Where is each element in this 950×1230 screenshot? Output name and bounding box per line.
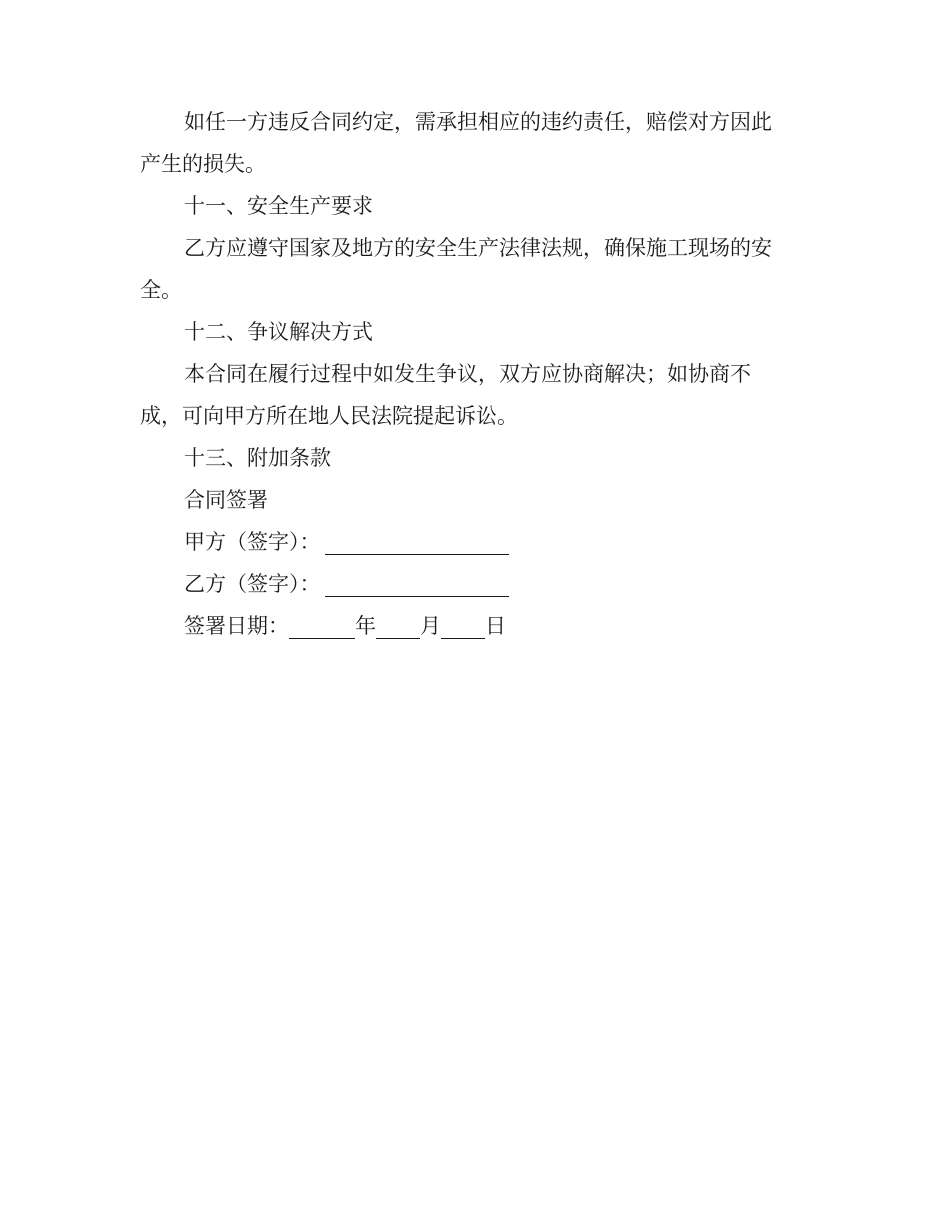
month-blank (376, 612, 420, 639)
day-label: 日 (485, 614, 506, 638)
safety-paragraph-line-1: 乙方应遵守国家及地方的安全生产法律法规，确保施工现场的安 (184, 236, 772, 260)
safety-paragraph-line-2: 全。 (140, 278, 182, 302)
year-label: 年 (355, 614, 376, 638)
party-a-label: 甲方（签字）： (184, 530, 321, 554)
day-blank (441, 612, 485, 639)
signing-date-line (140, 605, 800, 647)
breach-paragraph-line-1: 如任一方违反合同约定，需承担相应的违约责任，赔偿对方因此 (184, 110, 772, 134)
date-label: 签署日期： (184, 614, 289, 638)
dispute-paragraph-line-1: 本合同在履行过程中如发生争议，双方应协商解决；如协商不 (184, 362, 751, 386)
year-blank (289, 612, 355, 639)
party-a-signature-line (140, 521, 800, 563)
signing-title: 合同签署 (184, 488, 268, 512)
section-heading-safety: 十一、安全生产要求 (184, 194, 373, 218)
breach-paragraph-line-2: 产生的损失。 (140, 152, 266, 176)
party-a-signature-blank (325, 528, 509, 555)
dispute-paragraph-line-2: 成，可向甲方所在地人民法院提起诉讼。 (140, 404, 518, 428)
month-label: 月 (420, 614, 441, 638)
document-body (140, 101, 800, 647)
section-heading-additional-terms: 十三、附加条款 (184, 446, 331, 470)
party-b-signature-blank (325, 570, 509, 597)
party-b-signature-line (140, 563, 800, 605)
section-heading-dispute: 十二、争议解决方式 (184, 320, 373, 344)
party-b-label: 乙方（签字）： (184, 572, 321, 596)
